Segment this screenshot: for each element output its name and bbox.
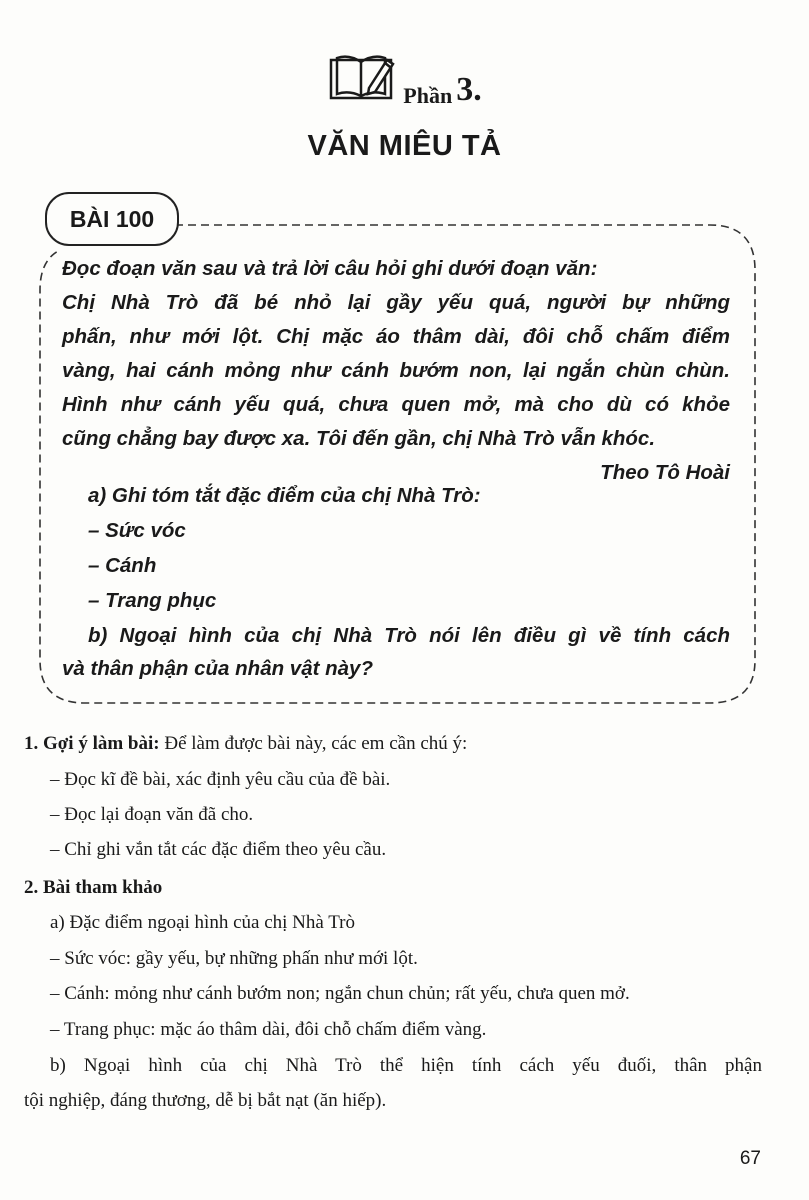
reference-b-line: tội nghiệp, đáng thương, dễ bị bắt nạt (ăn hiếp). <box>24 1090 387 1111</box>
reference-a-item: – Sức vóc: gầy yếu, bự những phấn như mới lột. <box>50 948 418 969</box>
hints-intro: Để làm được bài này, các em cần chú ý: <box>164 733 468 754</box>
reference-a-item: – Cánh: mỏng như cánh bướm non; ngắn chun chủn; rất yếu, chưa quen mở. <box>50 983 630 1004</box>
question-a-item: – Trang phục <box>88 589 217 612</box>
question-b-line: và thân phận của nhân vật này? <box>62 657 373 680</box>
hints-heading: 1. Gợi ý làm bài: <box>24 733 160 754</box>
reference-a-item: – Trang phục: mặc áo thâm dài, đôi chỗ chấm điểm vàng. <box>50 1019 487 1040</box>
part-heading <box>0 52 809 109</box>
book-pencil-icon <box>327 52 399 109</box>
hint-item: – Chỉ ghi vắn tắt các đặc điểm theo yêu cầu. <box>50 839 387 860</box>
hint-item: – Đọc kĩ đề bài, xác định yêu cầu của đề bài. <box>50 769 391 790</box>
reference-a-title: a) Đặc điểm ngoại hình của chị Nhà Trò <box>50 912 355 933</box>
question-b-line: b) Ngoại hình của chị Nhà Trò nói lên điều gì về tính cách <box>88 624 730 647</box>
section-title: VĂN MIÊU TẢ <box>307 130 502 162</box>
passage-line: cũng chẳng bay được xa. Tôi đến gần, chị Nhà Trò vẫn khóc. <box>62 427 656 450</box>
passage-line: phấn, như mới lột. Chị mặc áo thâm dài, đôi chỗ chấm điểm <box>62 325 730 348</box>
passage-line: vàng, hai cánh mỏng như cánh bướm non, lại ngắn chùn chùn. <box>62 359 730 382</box>
passage-line: Chị Nhà Trò đã bé nhỏ lại gầy yếu quá, người bự những <box>62 291 730 314</box>
reference-b-line: b) Ngoại hình của chị Nhà Trò thể hiện tính cách yếu đuối, thân phận <box>50 1055 762 1076</box>
part-label: Phần <box>403 83 453 108</box>
part-number: 3. <box>456 71 482 108</box>
hints-line <box>24 733 467 755</box>
passage-source: Theo Tô Hoài <box>600 461 730 484</box>
reference-heading: 2. Bài tham khảo <box>24 877 163 898</box>
exercise-badge: BÀI 100 <box>45 192 179 246</box>
exercise-instruction: Đọc đoạn văn sau và trả lời câu hỏi ghi dưới đoạn văn: <box>62 257 598 280</box>
page-number: 67 <box>739 1148 761 1169</box>
passage-line: Hình như cánh yếu quá, chưa quen mở, mà cho dù có khỏe <box>62 393 730 416</box>
hint-item: – Đọc lại đoạn văn đã cho. <box>50 804 254 825</box>
question-a-item: – Sức vóc <box>88 519 186 542</box>
question-a: a) Ghi tóm tắt đặc điểm của chị Nhà Trò: <box>88 484 481 507</box>
question-a-item: – Cánh <box>88 554 157 577</box>
